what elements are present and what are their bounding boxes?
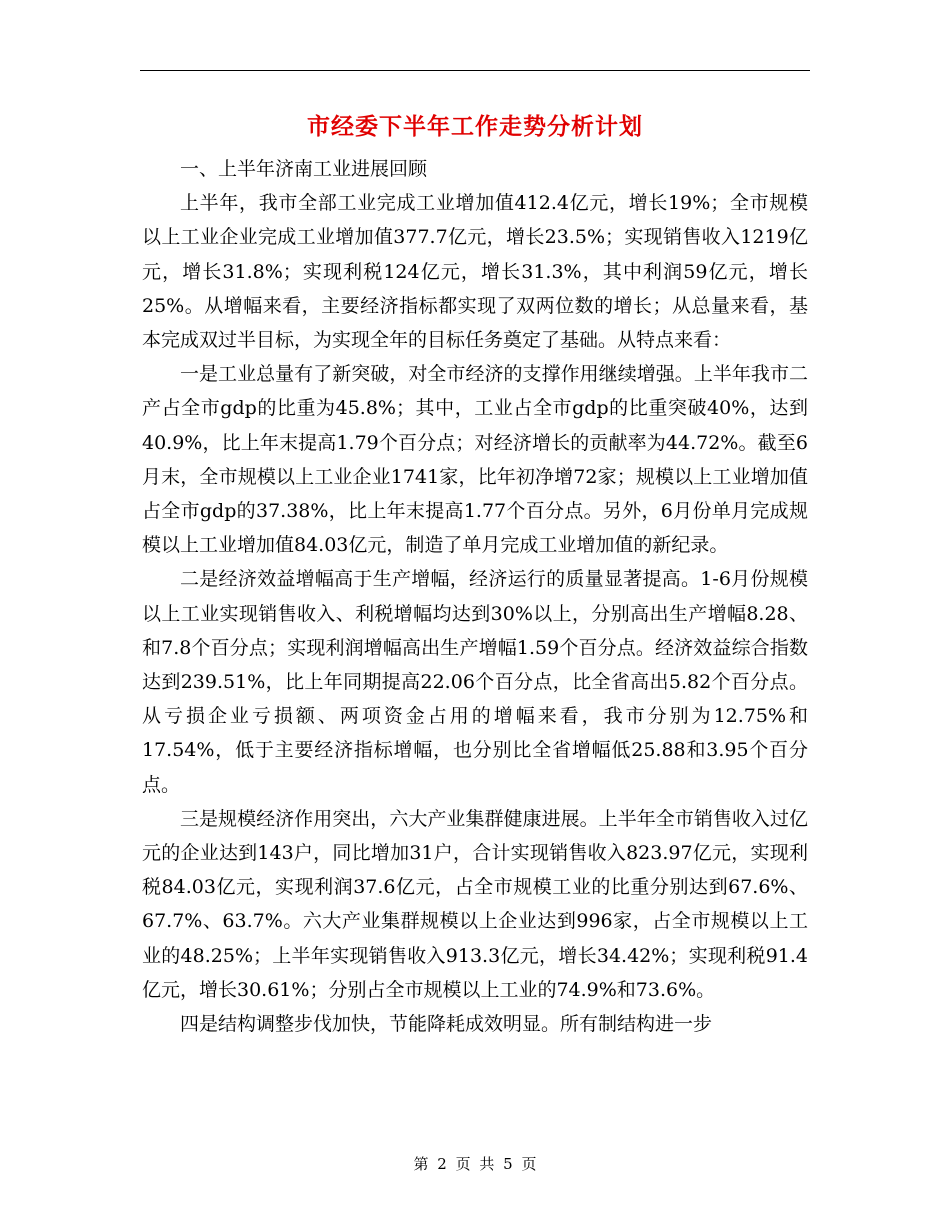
paragraph-point-1: 一是工业总量有了新突破，对全市经济的支撑作用继续增强。上半年我市二产占全市gdp的比重为45.8%；其中，工业占全市gdp的比重突破40%，达到40.9%，比上年末提高1.79个百分点；对经济增长的贡献率为44.72%。截至6月末，全市规模以上工业企业1741家，比年初净增72家；规模以上工业增加值占全市gdp的37.38%，比上年末提高1.77个百分点。另外，6月份单月完成规模以上工业增加值84.03亿元，制造了单月完成工业增加值的新纪录。 [142,363,808,557]
section-heading: 一、上半年济南工业进展回顾 [180,158,428,180]
document-title: 市经委下半年工作走势分析计划 [307,113,643,140]
page-number-footer: 第 2 页 共 5 页 [413,1155,537,1173]
document-body [142,152,808,1041]
paragraph-point-4: 四是结构调整步伐加快，节能降耗成效明显。所有制结构进一步 [180,1013,713,1036]
paragraph-overview: 上半年，我市全部工业完成工业增加值412.4亿元，增长19%；全市规模以上工业企业完成工业增加值377.7亿元，增长23.5%；实现销售收入1219亿元，增长31.8%；实现利税124亿元，增长31.3%，其中利润59亿元，增长25%。从增幅来看，主要经济指标都实现了双两位数的增长；从总量来看，基本完成双过半目标，为实现全年的目标任务奠定了基础。从特点来看： [142,192,808,352]
paragraph-point-3: 三是规模经济作用突出，六大产业集群健康进展。上半年全市销售收入过亿元的企业达到143户，同比增加31户，合计实现销售收入823.97亿元，实现利税84.03亿元，实现利润37.6亿元，占全市规模工业的比重分别达到67.6%、67.7%、63.7%。六大产业集群规模以上企业达到996家，占全市规模以上工业的48.25%；上半年实现销售收入913.3亿元，增长34.42%；实现利税91.4亿元，增长30.61%；分别占全市规模以上工业的74.9%和73.6%。 [142,807,808,1001]
paragraph-point-2: 二是经济效益增幅高于生产增幅，经济运行的质量显著提高。1-6月份规模以上工业实现销售收入、利税增幅均达到30%以上，分别高出生产增幅8.28、和7.8个百分点；实现利润增幅高出生产增幅1.59个百分点。经济效益综合指数达到239.51%，比上年同期提高22.06个百分点，比全省高出5.82个百分点。从亏损企业亏损额、两项资金占用的增幅来看，我市分别为12.75%和17.54%，低于主要经济指标增幅，也分别比全省增幅低25.88和3.95个百分点。 [142,568,808,796]
header-rule [140,70,810,71]
